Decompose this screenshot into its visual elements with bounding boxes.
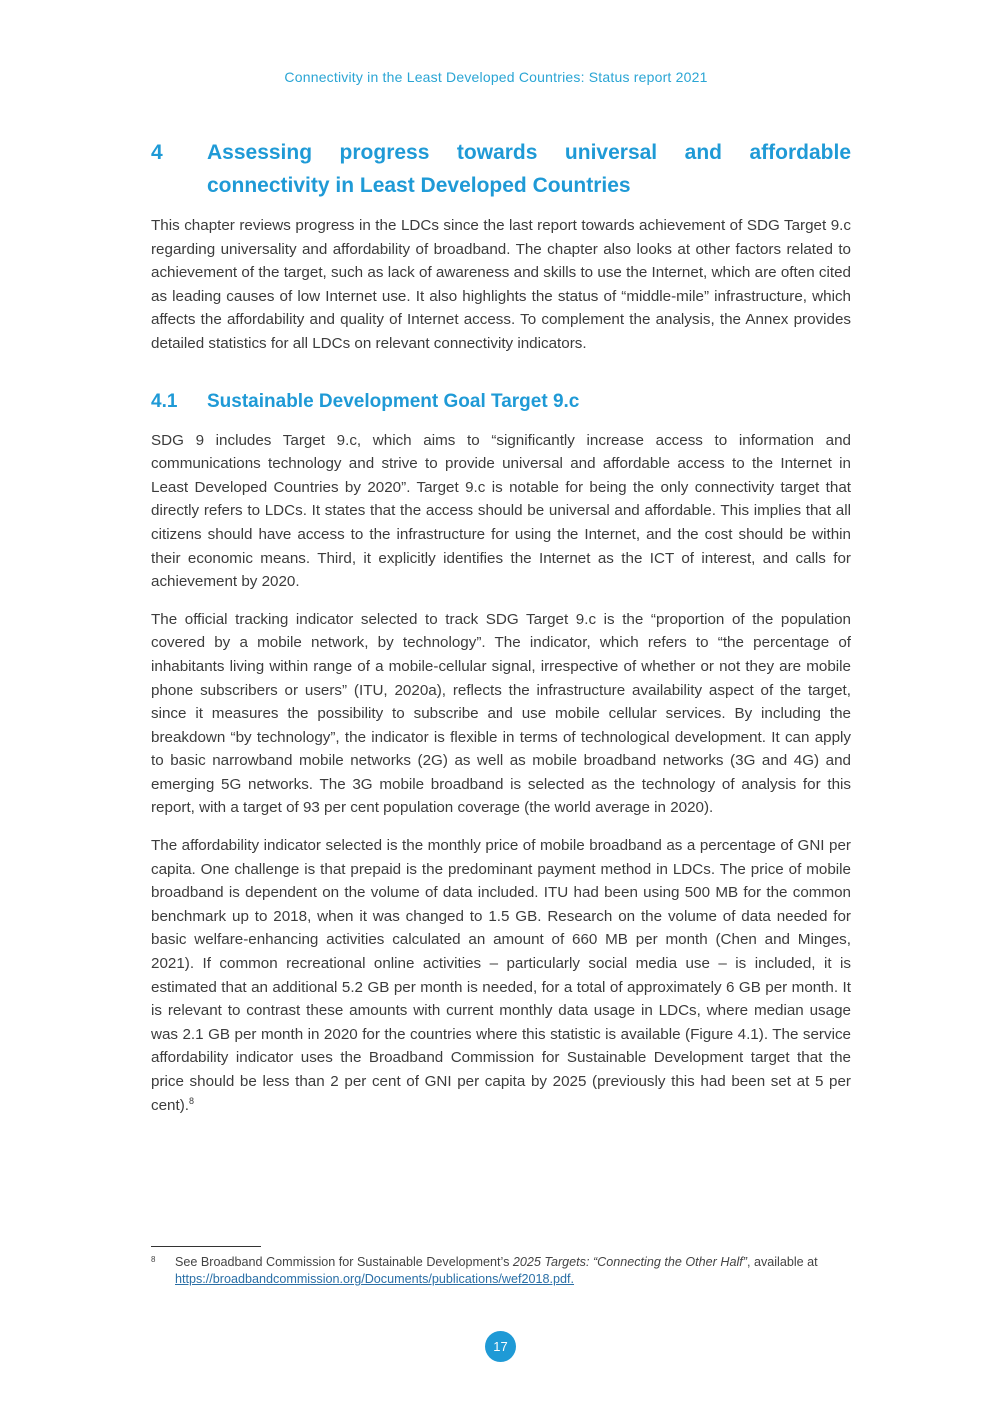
section-title: Sustainable Development Goal Target 9.c — [207, 390, 580, 412]
chapter-title: Assessing progress towards universal and affordable connectivity in Least Developed Countries — [207, 141, 851, 197]
paragraph — [151, 834, 851, 1117]
section-heading — [151, 389, 851, 415]
chapter-heading — [151, 136, 851, 202]
page-number-badge: 17 — [485, 1331, 516, 1362]
footnote-text-start: See Broadband Commission for Sustainable Development’s — [175, 1255, 513, 1269]
section-number: 4.1 — [151, 390, 178, 412]
footnote-link[interactable]: https://broadbandcommission.org/Documents/publications/wef2018.pdf. — [175, 1272, 575, 1286]
footnote-number: 8 — [151, 1255, 156, 1264]
paragraph-text: The affordability indicator selected is the monthly price of mobile broadband as a percentage of GNI per capita. One challenge is that prepaid is the predominant payment method in LDCs. The price of mobile broadband is dependent on the volume of data included. ITU had been using 500 MB for the common benchmark up to 2018, when it was changed to 1.5 GB. Research on the volume of data needed for basic welfare-enhancing activities calculated an amount of 660 MB per month (Chen and Minges, 2021). If common recreational online activities – particularly social media use – is included, it is estimated that an additional 5.2 GB per month is needed, for a total of approximately 6 GB per month. It is relevant to contrast these amounts with current monthly data usage in LDCs, where median usage was 2.1 GB per month in 2020 for the countries where this statistic is available (Figure 4.1). The service affordability indicator uses the Broadband Commission for Sustainable Development target that the price should be less than 2 per cent of GNI per capita by 2025 (previously this had been set at 5 per cent). — [151, 837, 851, 1114]
page-content — [151, 136, 851, 1117]
footnote-divider — [151, 1246, 261, 1247]
footnote-reference[interactable]: 8 — [188, 1095, 194, 1106]
footnote-italic-title: 2025 Targets: “Connecting the Other Half” — [512, 1255, 747, 1269]
footnote-text-mid: , available at — [746, 1255, 818, 1269]
footnote — [151, 1254, 851, 1288]
footnote-text — [175, 1254, 851, 1288]
paragraph: The official tracking indicator selected to track SDG Target 9.c is the “proportion of the population covered by a mobile network, by technology”. The indicator, which refers to “the percentage of inhabitants living within range of a mobile-cellular signal, irrespective of whether or not they are mobile phone subscribers or users” (ITU, 2020a), reflects the infrastructure availability aspect of the target, since it measures the possibility to subscribe and use mobile cellular services. By including the breakdown “by technology”, the indicator is flexible in terms of technological development. It can apply to basic narrowband mobile networks (2G) as well as mobile broadband networks (3G and 4G) and emerging 5G networks. The 3G mobile broadband is selected as the technology of analysis for this report, with a target of 93 per cent population coverage (the world average in 2020). — [151, 610, 851, 817]
chapter-number: 4 — [151, 141, 163, 164]
running-header: Connectivity in the Least Developed Countries: Status report 2021 — [284, 69, 708, 85]
chapter-intro: This chapter reviews progress in the LDCs since the last report towards achievement of SDG Target 9.c regarding universality and affordability of broadband. The chapter also looks at other factors related to achievement of the target, such as lack of awareness and skills to use the Internet, which are often cited as leading causes of low Internet use. It also highlights the status of “middle-mile” infrastructure, which affects the affordability and quality of Internet access. To complement the analysis, the Annex provides detailed statistics for all LDCs on relevant connectivity indicators. — [151, 217, 851, 352]
paragraph: SDG 9 includes Target 9.c, which aims to “significantly increase access to information and communications technology and strive to provide universal and affordable access to the Internet in Least Developed Countries by 2020”. Target 9.c is notable for being the only connectivity target that directly refers to LDCs. It states that the access should be universal and affordable. This implies that all citizens should have access to the infrastructure for using the Internet, and the cost should be within their economic means. Third, it explicitly identifies the Internet as the ICT of interest, and calls for achievement by 2020. — [151, 431, 851, 591]
